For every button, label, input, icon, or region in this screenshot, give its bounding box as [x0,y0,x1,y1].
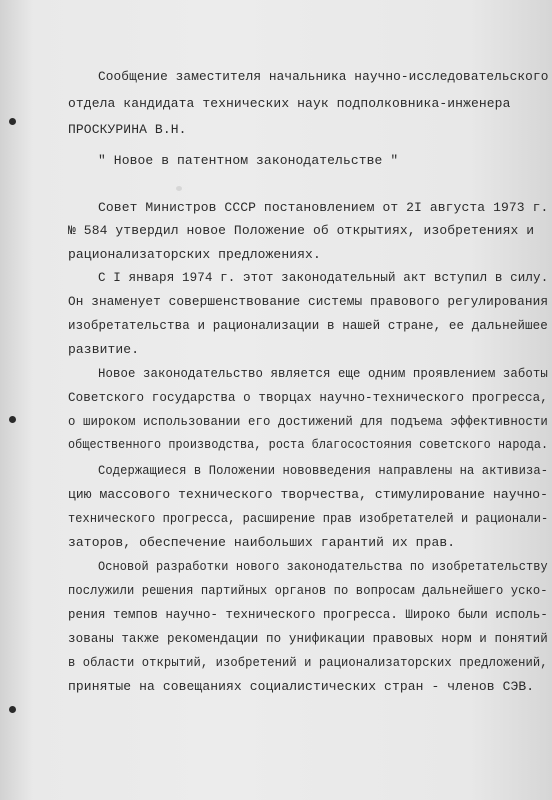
body-line: в области открытий, изобретений и рационализаторских предложений, [68,655,548,670]
body-line: Советского государства о творцах научно-технического прогресса, [68,390,548,405]
body-line: Совет Министров СССР постановлением от 2I августа 1973 г. [98,200,549,215]
header-line-2: отдела кандидата технических наук подполковника-инженера [68,96,511,111]
body-line: рения темпов научно- технического прогресса. Широко были исполь- [68,607,548,622]
body-line: зованы также рекомендации по унификации правовых норм и понятий [68,631,548,646]
body-line: технического прогресса, расширение прав изобретателей и рационали- [68,511,549,526]
body-line: Основой разработки нового законодательства по изобретательству [98,559,548,574]
body-line: Новое законодательство является еще одним проявлением заботы [98,366,548,381]
paper-smudge [176,186,182,191]
body-line: Содержащиеся в Положении нововведения направлены на активиза- [98,463,549,478]
body-line: принятые на совещаниях социалистических стран - членов СЭВ. [68,679,535,694]
body-line: рационализаторских предложениях. [68,247,321,262]
body-line: развитие. [68,342,140,357]
body-line: цию массового технического творчества, стимулирование научно- [68,487,549,502]
header-line-3: ПРОСКУРИНА В.Н. [68,122,187,137]
body-line: изобретательства и рационализации в нашей стране, ее дальнейшее [68,318,548,333]
body-line: заторов, обеспечение наибольших гарантий их прав. [68,535,456,550]
body-line: послужили решения партийных органов по вопросам дальнейшего уско- [68,583,548,598]
body-line: о широком использовании его достижений для подъема эффективности [68,414,548,429]
body-line: № 584 утвердил новое Положение об открытиях, изобретениях и [68,223,535,238]
body-line: Он знаменует совершенствование системы правового регулирования [68,294,549,309]
header-line-1: Сообщение заместителя начальника научно-исследовательского [98,69,549,84]
body-line: С I января 1974 г. этот законодательный акт вступил в силу. [98,270,549,285]
document-title: " Новое в патентном законодательстве " [98,153,399,168]
punch-hole [9,118,16,125]
punch-hole [9,706,16,713]
punch-hole [9,416,16,423]
body-line: общественного производства, роста благосостояния советского народа. [68,437,549,452]
